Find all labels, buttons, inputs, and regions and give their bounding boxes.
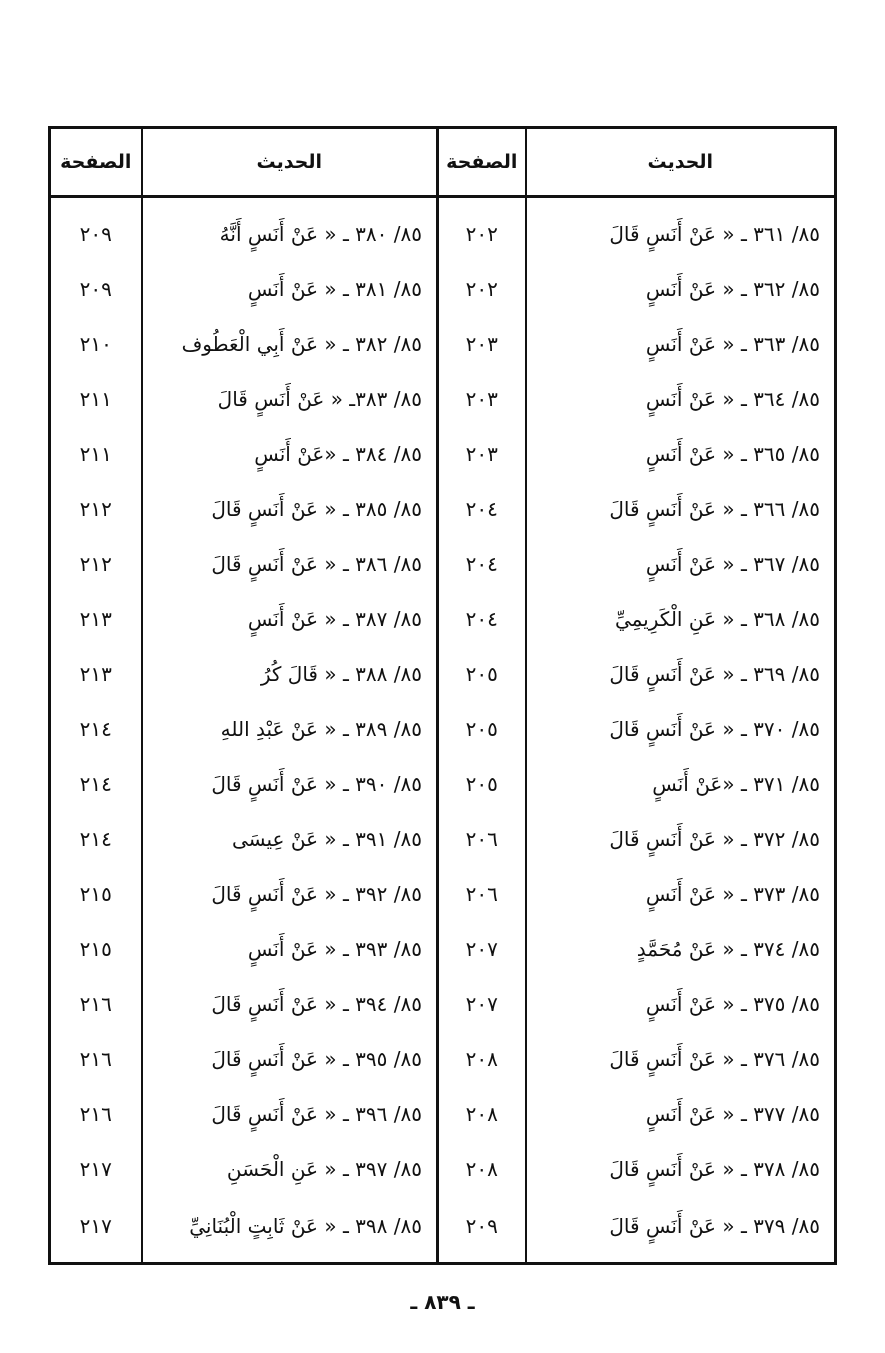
hadith-cell-left: ٨٥/ ٣٨٦ ـ « عَنْ أَنَسٍ قَالَ — [142, 536, 438, 591]
hadith-cell-left: ٨٥/ ٣٨٥ ـ « عَنْ أَنَسٍ قَالَ — [142, 481, 438, 536]
page-cell-right: ٢٠٢ — [438, 261, 526, 316]
hadith-cell-left: ٨٥/ ٣٨٢ ـ « عَنْ أَبِي الْعَطُوف — [142, 316, 438, 371]
table-row — [50, 426, 836, 481]
hadith-cell-left: ٨٥/ ٣٩٨ ـ « عَنْ ثَابِتٍ الْبُنَانِيِّ — [142, 1196, 438, 1264]
page-cell-left: ٢١٢ — [79, 551, 112, 576]
page-cell-right: ٢٠٨ — [438, 1141, 526, 1196]
hadith-cell-left: ٨٥/ ٣٨٣ـ « عَنْ أَنَسٍ قَالَ — [142, 371, 438, 426]
table-row — [50, 536, 836, 591]
hadith-cell-left: ٨٥/ ٣٨٧ ـ « عَنْ أَنَسٍ — [142, 591, 438, 646]
page-cell-right: ٢٠٨ — [438, 1031, 526, 1086]
table-row — [50, 976, 836, 1031]
hadith-cell-right: ٨٥/ ٣٦٩ ـ « عَنْ أَنَسٍ قَالَ — [526, 646, 836, 701]
hadith-cell-right: ٨٥/ ٣٧٧ ـ « عَنْ أَنَسٍ — [526, 1086, 836, 1141]
page-cell-left: ٢١١ — [79, 386, 112, 411]
page-cell-left: ٢٠٩ — [79, 276, 112, 301]
header-hadith-left: الحديث — [142, 128, 438, 197]
hadith-cell-right: ٨٥/ ٣٦٧ ـ « عَنْ أَنَسٍ — [526, 536, 836, 591]
page-cell-left: ٢١٤ — [79, 716, 112, 741]
hadith-cell-left: ٨٥/ ٣٩٣ ـ « عَنْ أَنَسٍ — [142, 921, 438, 976]
page-number: ـ ٨٣٩ ـ — [410, 1290, 475, 1314]
hadith-cell-right: ٨٥/ ٣٦٦ ـ « عَنْ أَنَسٍ قَالَ — [526, 481, 836, 536]
hadith-cell-right: ٨٥/ ٣٧١ ـ «عَنْ أَنَسٍ — [526, 756, 836, 811]
table-row — [50, 1196, 836, 1264]
page-cell-right: ٢٠٧ — [438, 976, 526, 1031]
page-cell-left: ٢١٤ — [79, 771, 112, 796]
hadith-cell-left: ٨٥/ ٣٨١ ـ « عَنْ أَنَسٍ — [142, 261, 438, 316]
page-cell-right: ٢٠٤ — [438, 536, 526, 591]
page-cell-left: ٢١٥ — [79, 936, 112, 961]
hadith-cell-left: ٨٥/ ٣٩٧ ـ « عَنِ الْحَسَنِ — [142, 1141, 438, 1196]
page-cell-right: ٢٠٦ — [438, 866, 526, 921]
page-cell-left: ٢١٠ — [79, 331, 112, 356]
table-row — [50, 316, 836, 371]
hadith-cell-left: ٨٥/ ٣٩٤ ـ « عَنْ أَنَسٍ قَالَ — [142, 976, 438, 1031]
table-row — [50, 1086, 836, 1141]
page-cell-right: ٢٠٧ — [438, 921, 526, 976]
page-cell-right: ٢٠٣ — [438, 426, 526, 481]
hadith-cell-right: ٨٥/ ٣٦٤ ـ « عَنْ أَنَسٍ — [526, 371, 836, 426]
page-cell-left: ٢٠٩ — [79, 221, 112, 246]
table-row — [50, 811, 836, 866]
hadith-cell-right: ٨٥/ ٣٦١ ـ « عَنْ أَنَسٍ قَالَ — [526, 197, 836, 262]
page-cell-left: ٢١١ — [79, 441, 112, 466]
table-row — [50, 1141, 836, 1196]
page-cell-right: ٢٠٨ — [438, 1086, 526, 1141]
page-cell-left: ٢١٥ — [79, 881, 112, 906]
hadith-cell-left: ٨٥/ ٣٩٦ ـ « عَنْ أَنَسٍ قَالَ — [142, 1086, 438, 1141]
page-cell-left: ٢١٧ — [79, 1156, 112, 1181]
table-row — [50, 261, 836, 316]
table-row — [50, 481, 836, 536]
header-page-right: الصفحة — [438, 128, 526, 197]
page-cell-left: ٢١٦ — [79, 1046, 112, 1071]
page-cell-right: ٢٠٤ — [438, 591, 526, 646]
page-cell-right: ٢٠٥ — [438, 701, 526, 756]
header-hadith-right: الحديث — [526, 128, 836, 197]
page-cell-right: ٢٠٥ — [438, 756, 526, 811]
page-cell-right: ٢٠٥ — [438, 646, 526, 701]
hadith-cell-left: ٨٥/ ٣٨٩ ـ « عَنْ عَبْدِ اللهِ — [142, 701, 438, 756]
page-cell-left: ٢١٦ — [79, 991, 112, 1016]
table-row — [50, 756, 836, 811]
page-cell-right: ٢٠٢ — [438, 197, 526, 262]
page-cell-left: ٢١٤ — [79, 826, 112, 851]
hadith-cell-right: ٨٥/ ٣٧٤ ـ « عَنْ مُحَمَّدٍ — [526, 921, 836, 976]
table-header-row — [50, 128, 836, 197]
table-row — [50, 866, 836, 921]
page-cell-left: ٢١٦ — [79, 1101, 112, 1126]
hadith-cell-left: ٨٥/ ٣٨٤ ـ «عَنْ أَنَسٍ — [142, 426, 438, 481]
hadith-cell-right: ٨٥/ ٣٦٥ ـ « عَنْ أَنَسٍ — [526, 426, 836, 481]
page-cell-right: ٢٠٤ — [438, 481, 526, 536]
hadith-cell-left: ٨٥/ ٣٨٠ ـ « عَنْ أَنَسٍ أَنَّهُ — [142, 197, 438, 262]
table-row — [50, 1031, 836, 1086]
hadith-cell-left: ٨٥/ ٣٩٢ ـ « عَنْ أَنَسٍ قَالَ — [142, 866, 438, 921]
page-cell-left: ٢١٣ — [79, 661, 112, 686]
page-cell-right: ٢٠٣ — [438, 316, 526, 371]
page-cell-left: ٢١٧ — [79, 1214, 112, 1238]
hadith-cell-right: ٨٥/ ٣٧٢ ـ « عَنْ أَنَسٍ قَالَ — [526, 811, 836, 866]
hadith-cell-right: ٨٥/ ٣٧٠ ـ « عَنْ أَنَسٍ قَالَ — [526, 701, 836, 756]
hadith-index-table — [48, 126, 837, 1265]
hadith-cell-right: ٨٥/ ٣٧٦ ـ « عَنْ أَنَسٍ قَالَ — [526, 1031, 836, 1086]
page-cell-left: ٢١٢ — [79, 496, 112, 521]
hadith-cell-right: ٨٥/ ٣٧٥ ـ « عَنْ أَنَسٍ — [526, 976, 836, 1031]
header-page-left: الصفحة — [50, 128, 142, 197]
hadith-cell-right: ٨٥/ ٣٦٨ ـ « عَنِ الْكَرِيمِيِّ — [526, 591, 836, 646]
hadith-cell-left: ٨٥/ ٣٩٠ ـ « عَنْ أَنَسٍ قَالَ — [142, 756, 438, 811]
hadith-cell-right: ٨٥/ ٣٧٨ ـ « عَنْ أَنَسٍ قَالَ — [526, 1141, 836, 1196]
hadith-cell-right: ٨٥/ ٣٦٢ ـ « عَنْ أَنَسٍ — [526, 261, 836, 316]
hadith-cell-left: ٨٥/ ٣٩٥ ـ « عَنْ أَنَسٍ قَالَ — [142, 1031, 438, 1086]
page-cell-right: ٢٠٩ — [438, 1196, 526, 1264]
hadith-cell-right: ٨٥/ ٣٧٣ ـ « عَنْ أَنَسٍ — [526, 866, 836, 921]
page-cell-right: ٢٠٣ — [438, 371, 526, 426]
page-cell-right: ٢٠٦ — [438, 811, 526, 866]
table-row — [50, 921, 836, 976]
hadith-cell-left: ٨٥/ ٣٩١ ـ « عَنْ عِيسَى — [142, 811, 438, 866]
table-body — [50, 197, 836, 1264]
hadith-cell-right: ٨٥/ ٣٧٩ ـ « عَنْ أَنَسٍ قَالَ — [526, 1196, 836, 1264]
table-row — [50, 371, 836, 426]
table-row — [50, 646, 836, 701]
page-cell-left: ٢١٣ — [79, 606, 112, 631]
hadith-cell-left: ٨٥/ ٣٨٨ ـ « قَالَ كُرُ — [142, 646, 438, 701]
hadith-cell-right: ٨٥/ ٣٦٣ ـ « عَنْ أَنَسٍ — [526, 316, 836, 371]
table-row — [50, 701, 836, 756]
table-row — [50, 591, 836, 646]
table-row — [50, 197, 836, 262]
